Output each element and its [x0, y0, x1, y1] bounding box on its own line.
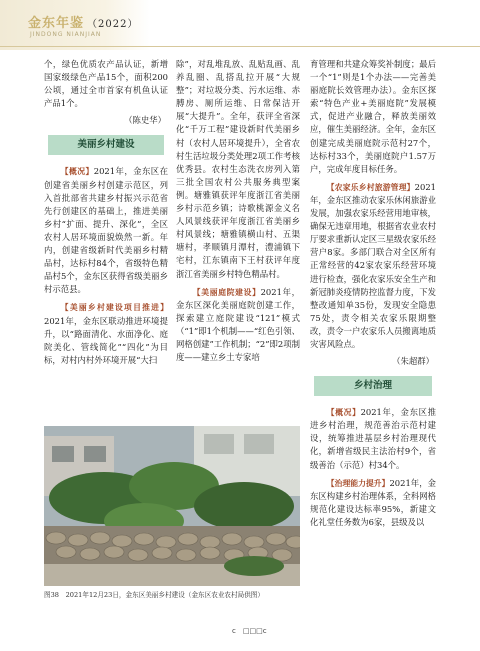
- paragraph-farmhouse-tourism: 【农家乐乡村旅游管理】2021年，金东区推动农家乐休闲旅游业发展，加强农家乐经营用地审核，确保无违章用地，根据省农业农村厅要求重新认定区三星级农家乐经营户8家。多部门联合对全区所有正常经营的42家农家乐经营环境进行检查，强化农家乐安全生产和新冠肺炎疫情防控监督力度，下发整改通知单35份，发现安全隐患75处，责令相关农家乐限期整改，责令一户农家乐人员搬离地质灾害风险点。: [310, 181, 436, 349]
- paragraph-tag: 【概况】: [60, 167, 94, 177]
- section-heading-rural-governance: 乡村治理: [314, 376, 432, 396]
- paragraph-continued: 个，绿色优质农产品认证，新增国家级绿色产品15个，面积200公顷，通过全市首家有机鱼认证产品1个。: [44, 59, 168, 109]
- header-rule: [0, 46, 480, 47]
- page-number: c □□□c: [232, 627, 267, 635]
- yearbook-title: 金东年鉴 （2022）: [28, 16, 139, 31]
- yearbook-year: （2022）: [87, 19, 139, 30]
- paragraph-continued: 育管理和共建众筹奖补制度；最后一个“1”则是1个办法——完善美丽庭院长效管理办法）。金东区探索“特色产业+美丽庭院”发展模式，促进产业融合，释放美丽效应，催生美丽经济。全年，金东区创建完成美丽庭院示范村27个，达标村33个，美丽庭院户1.57万户，完成年度目标任务。: [310, 59, 436, 174]
- author-credit: （陈史华）: [124, 115, 166, 126]
- paragraph-tag: 【美丽庭院建设】: [192, 287, 261, 297]
- paragraph-tag: 【农家乐乡村旅游管理】: [326, 182, 415, 192]
- paragraph-continued: 除”，对乱堆乱放、乱贴乱画、乱养乱圈、乱搭乱拉开展“大规整”；对垃圾分类、污水运维、赤膊房、厕所运维、日常保洁开展“大提升”。全年，获评全省深化“千万工程”建设新时代美丽乡村（农村人居环境提升），全省农村生活垃圾分类处理2项工作考核优秀县。农村生态洗衣房列入第三批全国农村公共服务典型案例。塘雅镇获评年度浙江省美丽乡村示范乡镇；诗歌桃源金义名人风景线获评年度浙江省美丽乡村风景线；塘雅镇横山村、五渠塘村，孝顺镇月潭村，澧浦镇下宅村，江东镇南下王村获评年度浙江省美丽乡村特色精品村。: [176, 59, 300, 279]
- text-column-2: [176, 58, 300, 364]
- text-column-3: [310, 58, 436, 529]
- page-header: [0, 0, 480, 50]
- paragraph-tag: 【治理能力提升】: [326, 478, 390, 488]
- paragraph-courtyard: 【美丽庭院建设】2021年，金东区深化美丽庭院创建工作，探索建立庭院建设“121”模式（“1”即1个机制——“红色引领、网格创建”工作机制；“2”即2项制度——建立乡土专家培: [176, 286, 301, 363]
- village-photo-illustration: [44, 426, 300, 586]
- paragraph-tag: 【概况】: [326, 408, 361, 418]
- section-heading-beautiful-village: 美丽乡村建设: [48, 135, 164, 155]
- yearbook-subtitle: JINDONG NIANJIAN: [30, 31, 102, 38]
- paragraph-governance-overview: 【概况】2021年，金东区推进乡村治理，规范善治示范村建设，统筹推进基层乡村治理现代化，新增省级民主法治村9个，省级善治（示范）村34个。: [310, 407, 436, 470]
- paragraph-project-promotion: 【美丽乡村建设项目推进】2021年，金东区联动推进环境提升，以“路面清化、水面净化、庭院美化、管线简化”“四化”为目标，对村内村外环境开展“大扫: [44, 303, 168, 365]
- village-photo: [44, 426, 300, 586]
- paragraph-capacity: 【治理能力提升】2021年，金东区构建乡村治理体系，全科网格规范化建设达标率95%，新建文化礼堂任务数为6家，县级及以: [310, 477, 436, 527]
- photo-caption: 图38 2021年12月23日，金东区美丽乡村建设（金东区农业农村局供图）: [44, 591, 264, 599]
- paragraph-overview: 【概况】2021年，金东区在创建省美丽乡村创建示范区，列入首批部省共建乡村振兴示范省先行创建区的基础上，推进美丽乡村“扩面、提升、深化”，全区农村人居环境面貌焕然一新。年内，创建省级新时代美丽乡村精品村，达标村84个，省级特色精品村5个，金东区获得省级美丽乡村示范县。: [44, 166, 168, 295]
- author-credit: （朱超群）: [392, 356, 434, 367]
- paragraph-tag: 【美丽乡村建设项目推进】: [60, 303, 168, 313]
- text-column-1: [44, 58, 168, 367]
